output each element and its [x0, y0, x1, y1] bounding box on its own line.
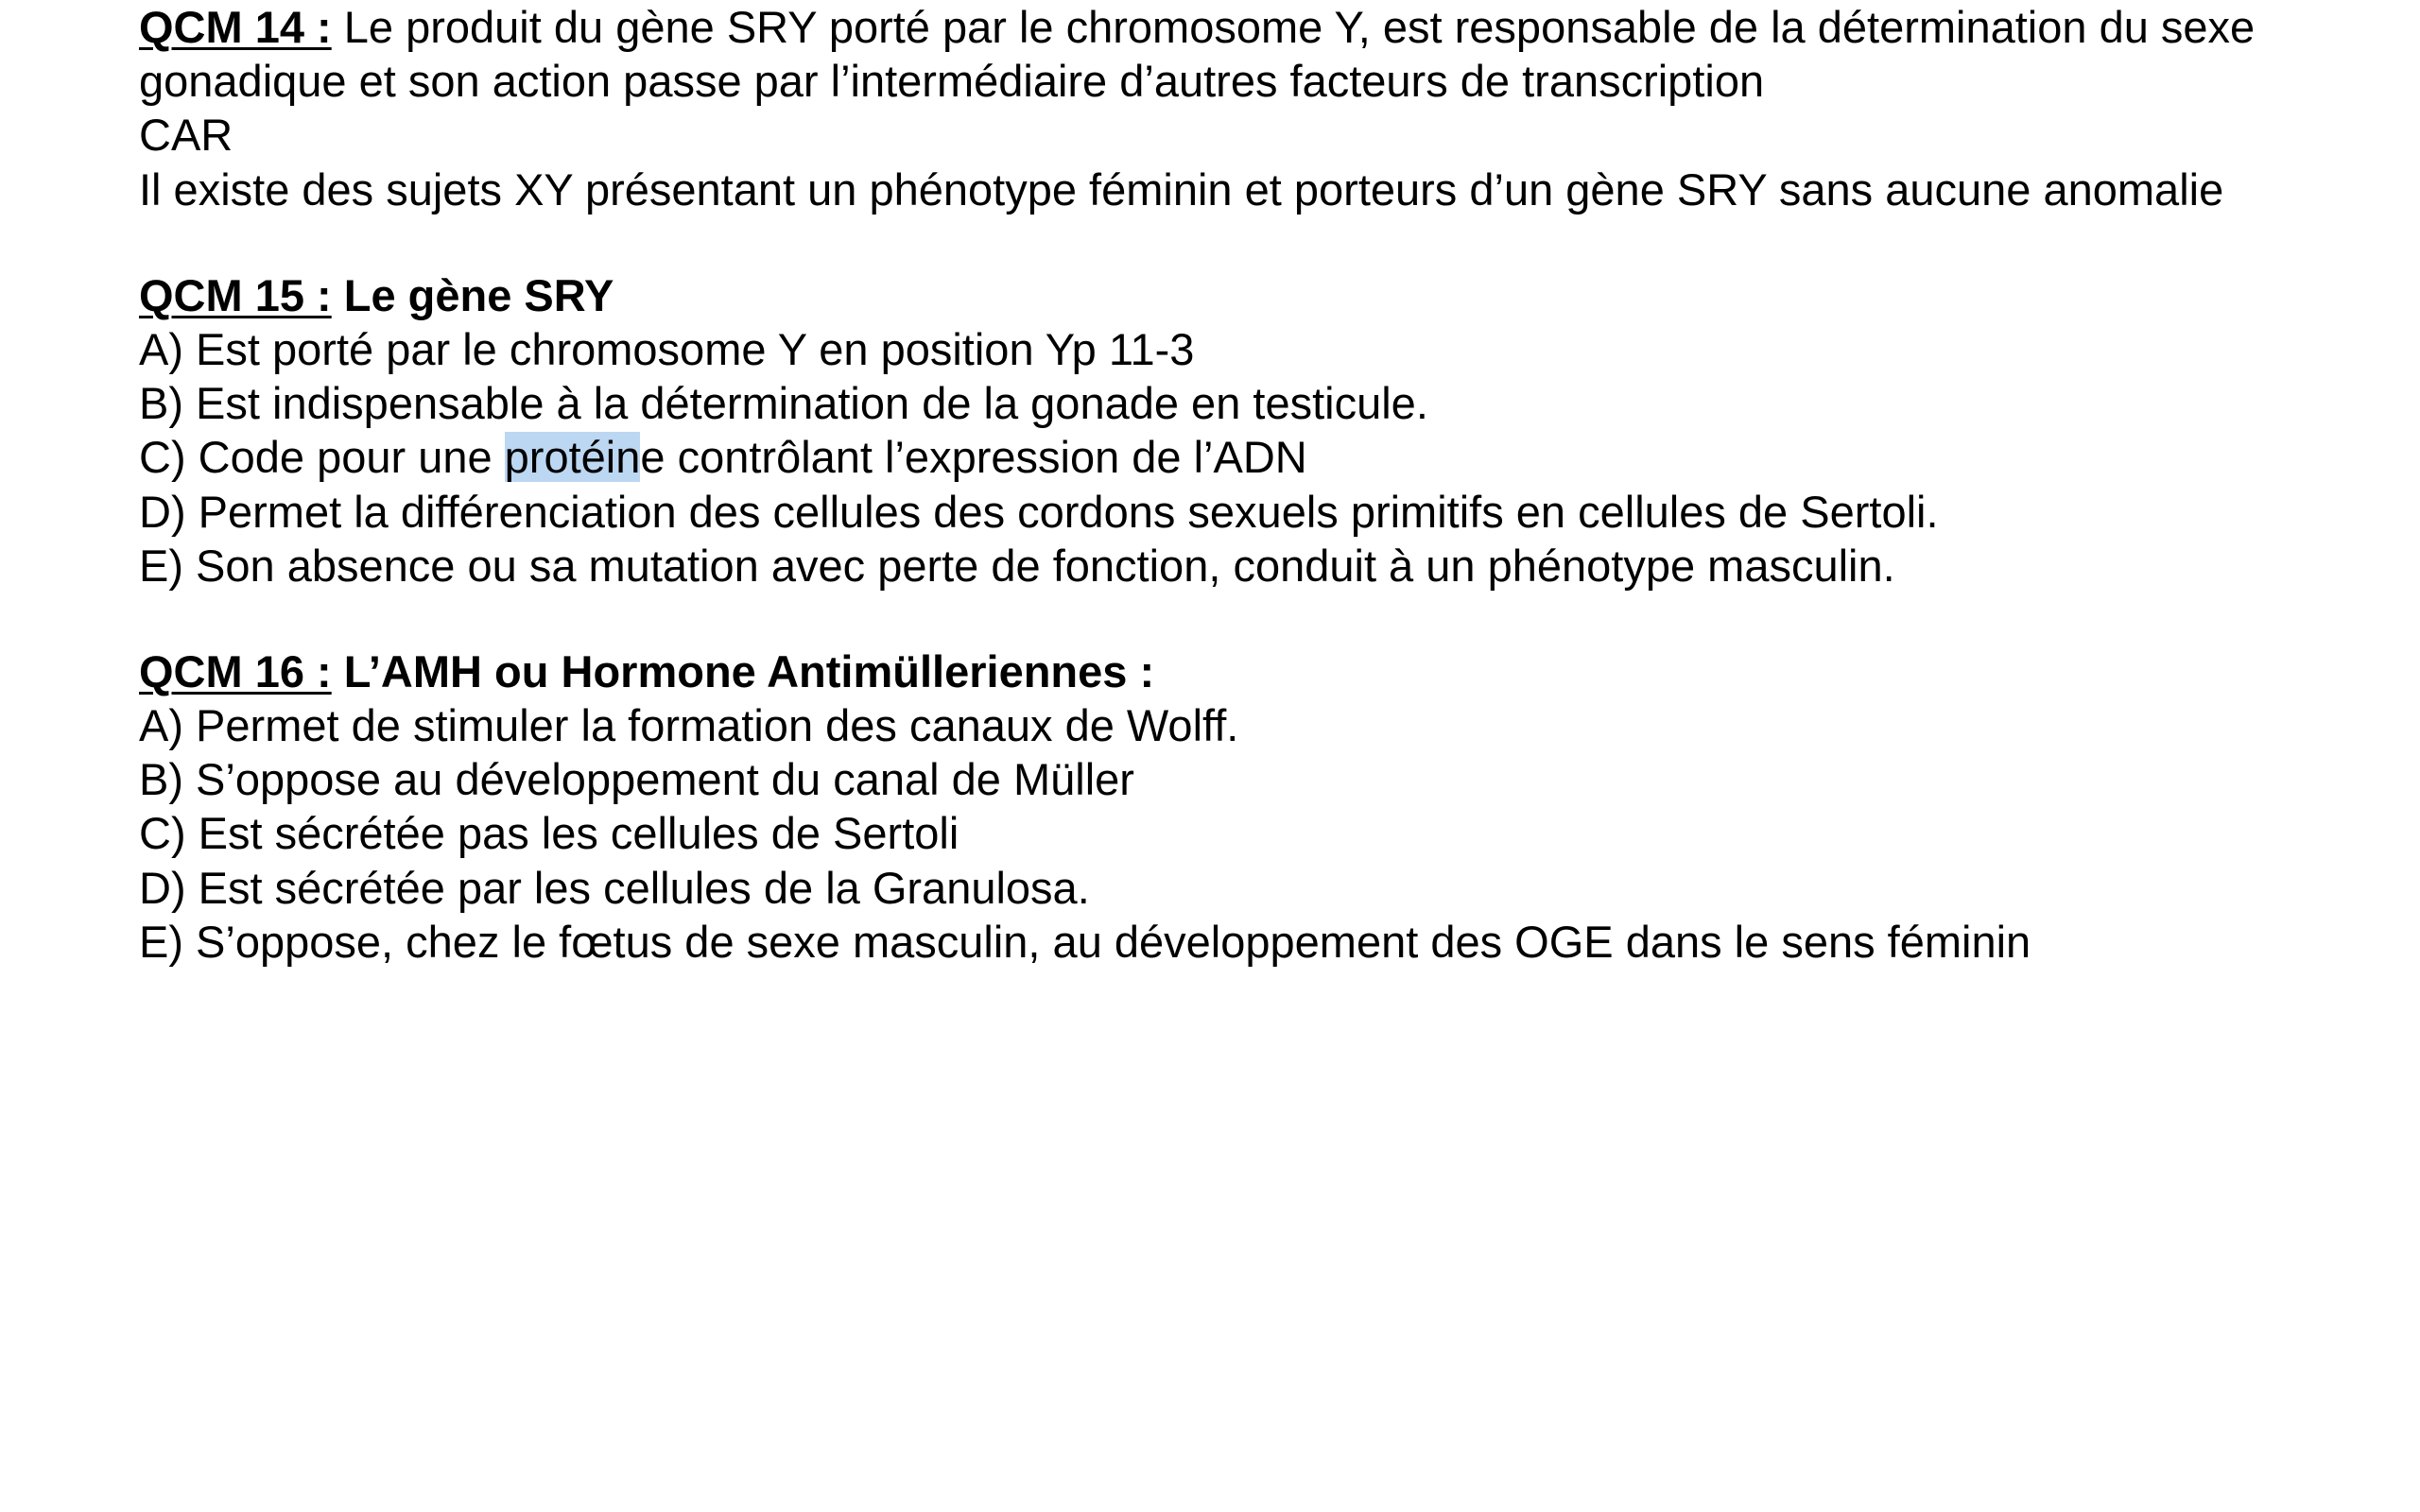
qcm16-option-d[interactable]: D) Est sécrétée par les cellules de la Granulosa. — [139, 862, 1090, 913]
qcm14-connector: CAR — [139, 110, 233, 161]
qcm14-line-2: gonadique et son action passe par l’intermédiaire d’autres facteurs de transcription — [139, 56, 1765, 107]
qcm14-statement-part1: Le produit du gène SRY porté par le chromosome Y, est responsable de la détermination du sexe — [331, 2, 2256, 52]
qcm14-line-4: Il existe des sujets XY présentant un phénotype féminin et porteurs d’un gène SRY sans aucune anomalie — [139, 163, 2224, 215]
qcm16-option-c[interactable]: C) Est sécrétée pas les cellules de Sertoli — [139, 808, 959, 859]
qcm15-option-b[interactable]: B) Est indispensable à la détermination de la gonade en testicule. — [139, 378, 1428, 429]
qcm15-option-e[interactable]: E) Son absence ou sa mutation avec perte de fonction, conduit à un phénotype masculin. — [139, 540, 1895, 591]
paragraph-gap — [139, 593, 2408, 644]
qcm16-option-a[interactable]: A) Permet de stimuler la formation des canaux de Wolff. — [139, 700, 1239, 751]
qcm16-option-e[interactable]: E) S’oppose, chez le fœtus de sexe masculin, au développement des OGE dans le sens féminin — [139, 916, 2031, 967]
qcm14-label: QCM 14 : — [139, 2, 332, 52]
qcm15-option-c-after: e contrôlant l’expression de l’ADN — [640, 432, 1307, 483]
qcm15-option-d[interactable]: D) Permet la différenciation des cellules des cordons sexuels primitifs en cellules de Sertoli. — [139, 486, 1939, 537]
qcm14-line-1 — [139, 0, 2408, 54]
qcm16-heading — [139, 644, 2408, 698]
qcm15-option-a[interactable]: A) Est porté par le chromosome Y en position Yp 11-3 — [139, 323, 1195, 374]
qcm16-option-b[interactable]: B) S’oppose au développement du canal de Müller — [139, 754, 1134, 805]
qcm15-title: Le gène SRY — [331, 269, 614, 320]
qcm15-heading — [139, 268, 2408, 322]
qcm16-label: QCM 16 : — [139, 645, 332, 696]
qcm15-option-c[interactable] — [139, 430, 2408, 484]
qcm15-label: QCM 15 : — [139, 269, 332, 320]
document-text — [139, 0, 2408, 969]
qcm16-title: L’AMH ou Hormone Antimülleriennes : — [331, 645, 1155, 696]
paragraph-gap — [139, 216, 2408, 268]
text-selection-highlight[interactable]: protéin — [504, 432, 641, 483]
qcm15-option-c-before: C) Code pour une — [139, 432, 505, 483]
